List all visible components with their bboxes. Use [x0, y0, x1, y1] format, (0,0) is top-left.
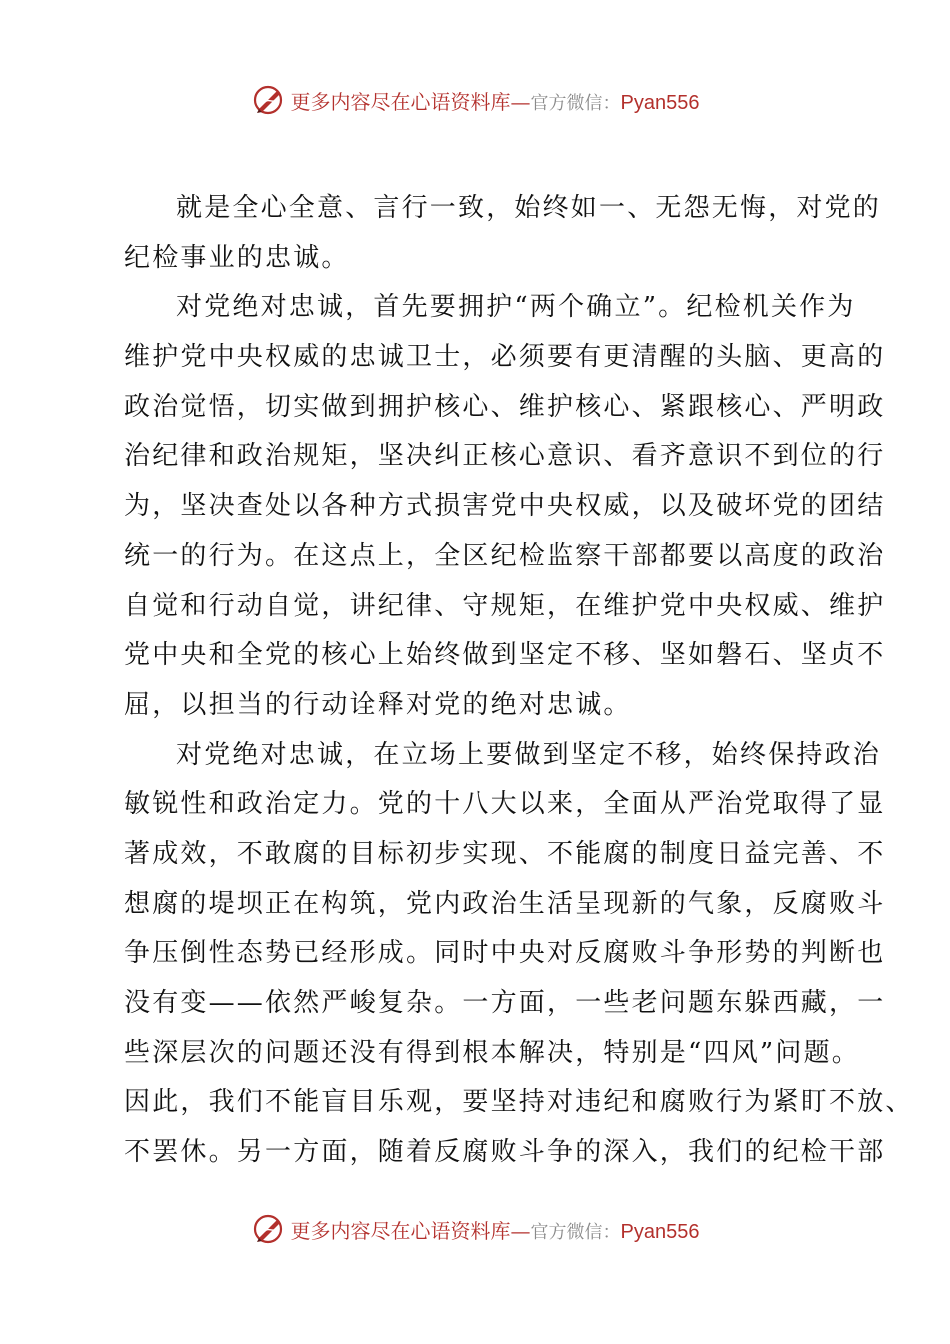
- wechat-id: Pyan556: [620, 91, 700, 114]
- text-line: 纪检事业的忠诚。: [124, 242, 350, 273]
- text-line: 因此，我们不能盲目乐观，要坚持对违纪和腐败行为紧盯不放、: [124, 1087, 914, 1118]
- wechat-label: 官方微信：: [530, 92, 621, 114]
- banner-slogan: 更多内容尽在心语资料库: [290, 89, 511, 114]
- banner-text: [291, 1215, 700, 1244]
- text-line: 政治觉悟，切实做到拥护核心、维护核心、紧跟核心、严明政: [124, 391, 886, 422]
- text-line: 想腐的堤坝正在构筑，党内政治生活呈现新的气象，反腐败斗: [124, 888, 886, 919]
- text-line: 党中央和全党的核心上始终做到坚定不移、坚如磐石、坚贞不: [124, 640, 886, 671]
- wechat-label: 官方微信：: [530, 1221, 621, 1243]
- text-line: 为，坚决查处以各种方式损害党中央权威，以及破坏党的团结: [124, 491, 886, 522]
- paragraph: [124, 184, 882, 283]
- text-line: 就是全心全意、言行一致，始终如一、无怨无悔，对党的: [176, 193, 882, 223]
- document-body: [124, 184, 914, 1178]
- paragraph: [124, 283, 886, 730]
- footer-banner: [0, 1209, 950, 1249]
- text-line: 争压倒性态势已经形成。同时中央对反腐败斗争形势的判断也: [124, 938, 886, 969]
- text-line: 没有变——依然严峻复杂。一方面，一些老问题东躲西藏，一: [124, 988, 886, 1018]
- pen-logo-icon: [251, 82, 287, 118]
- text-line: 自觉和行动自觉，讲纪律、守规矩，在维护党中央权威、维护: [124, 590, 886, 621]
- text-line: 敏锐性和政治定力。党的十八大以来，全面从严治党取得了显: [124, 789, 886, 820]
- text-line: 对党绝对忠诚，在立场上要做到坚定不移，始终保持政治: [176, 739, 882, 770]
- text-line: 些深层次的问题还没有得到根本解决，特别是“四风”问题。: [124, 1037, 860, 1068]
- text-line: 统一的行为。在这点上，全区纪检监察干部都要以高度的政治: [124, 540, 886, 571]
- wechat-id: Pyan556: [620, 1220, 700, 1243]
- banner-slogan: 更多内容尽在心语资料库: [290, 1218, 511, 1243]
- text-line: 对党绝对忠诚，首先要拥护“两个确立”。纪检机关作为: [176, 292, 856, 323]
- banner-text: [291, 86, 700, 115]
- banner-dash: —: [510, 1218, 531, 1243]
- paragraph: [124, 731, 914, 1178]
- text-line: 著成效，不敢腐的目标初步实现、不能腐的制度日益完善、不: [124, 838, 886, 869]
- text-line: 治纪律和政治规矩，坚决纠正核心意识、看齐意识不到位的行: [124, 441, 886, 472]
- text-line: 维护党中央权威的忠诚卫士，必须要有更清醒的头脑、更高的: [124, 342, 886, 373]
- header-banner: [0, 80, 950, 120]
- text-line: 不罢休。另一方面，随着反腐败斗争的深入，我们的纪检干部: [124, 1137, 886, 1168]
- text-line: 屈，以担当的行动诠释对党的绝对忠诚。: [124, 689, 632, 720]
- banner-dash: —: [510, 89, 531, 114]
- pen-logo-icon: [251, 1211, 287, 1247]
